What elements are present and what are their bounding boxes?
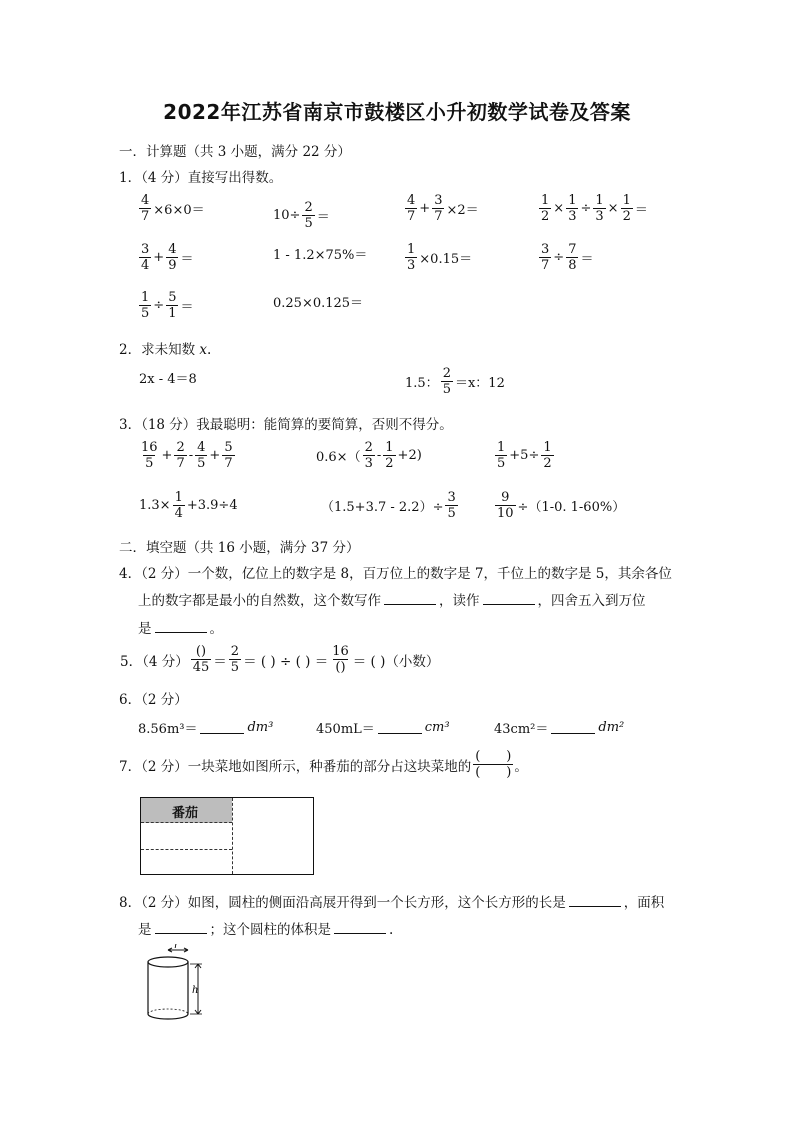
height-label: h — [192, 985, 199, 996]
fraction: $\frac{16}{()}$ — [332, 644, 349, 675]
page-title: 2022年江苏省南京市鼓楼区小升初数学试卷及答案 — [163, 100, 631, 124]
fraction: $\frac{4}{7}$ — [141, 193, 150, 224]
fraction: $\frac{5}{7}$ — [224, 440, 233, 471]
fraction: $\frac{5}{1}$ — [168, 290, 177, 321]
tomato-label: 番茄 — [172, 806, 199, 821]
q1-r1-d: $\frac{1}{2}$ × $\frac{1}{3}$ ÷ $\frac{1}{3}$ × $\frac{1}{2}$ ＝ — [541, 193, 648, 224]
fraction: $\frac{16}{5}$ — [141, 440, 158, 471]
fraction: $\frac{3}{7}$ — [541, 242, 550, 273]
fraction: $\frac{1}{3}$ — [595, 193, 604, 224]
fraction: $\frac{1}{3}$ — [568, 193, 577, 224]
fraction: $\frac{2}{7}$ — [176, 440, 185, 471]
fraction: $\frac{2}{5}$ — [230, 644, 240, 675]
q6-b: 450mL＝ cm³ — [316, 720, 450, 737]
fraction: $\frac{3}{4}$ — [141, 242, 150, 273]
q4-line2: 上的数字都是最小的自然数，这个数写作 ，读作 ，四舍五入到万位 — [138, 593, 646, 609]
fraction: $\frac{1}{5}$ — [141, 290, 150, 321]
fraction: $\frac{1}{2}$ — [385, 440, 394, 471]
q4-line1: 4．（2 分）一个数，亿位上的数字是 8，百万位上的数字是 7，千位上的数字是 5，其余各位 — [119, 566, 672, 582]
fraction: $\frac{4}{7}$ — [407, 193, 416, 224]
fraction: $\frac{1}{5}$ — [497, 440, 506, 471]
fraction: $\frac{7}{8}$ — [568, 242, 577, 273]
fraction: $\frac{2}{5}$ — [304, 200, 313, 231]
q1-r2-b: 1 - 1.2×75%＝ — [273, 248, 368, 263]
q6-stem: 6．（2 分） — [119, 692, 188, 708]
fraction: $\frac{()}{45}$ — [192, 644, 210, 675]
answer-blank[interactable] — [155, 620, 207, 633]
q1-r1-c: $\frac{4}{7}$ + $\frac{3}{7}$ ×2＝ — [407, 193, 479, 224]
q6-c: 43cm²＝ dm² — [494, 720, 625, 737]
q6-a: 8.56m³＝ dm³ — [138, 720, 274, 737]
radius-label: r — [174, 944, 179, 951]
fraction: $\frac{3}{7}$ — [434, 193, 443, 224]
fraction: $\frac{3}{5}$ — [447, 490, 456, 521]
q5: 5．（4 分） $\frac{()}{45}$ ＝ $\frac{2}{5}$ ＝ ( ) ÷ ( ) ＝ $\frac{16}{()}$ ＝ ( )（小数） — [120, 644, 440, 675]
fraction: $\frac{9}{10}$ — [497, 490, 514, 521]
fraction: $\frac{4}{9}$ — [168, 242, 177, 273]
q2-stem: 2．求未知数 x. — [119, 342, 212, 358]
fraction: $\frac{2}{5}$ — [442, 366, 451, 397]
q2-eq2: 1.5： $\frac{2}{5}$ ＝x：12 — [405, 366, 505, 397]
cylinder-diagram — [140, 944, 212, 1026]
answer-blank[interactable] — [334, 921, 386, 934]
q3-c: $\frac{1}{5}$ +5÷ $\frac{1}{2}$ — [497, 440, 552, 471]
fraction: $\frac{1}{2}$ — [541, 193, 550, 224]
q3-d: 1.3× $\frac{1}{4}$ +3.9÷4 — [139, 490, 238, 521]
q1-r1-b: 10÷ $\frac{2}{5}$ ＝ — [273, 200, 330, 231]
fraction-blank[interactable]: $\frac{( )}{( )}$ — [475, 749, 512, 780]
fraction: $\frac{4}{5}$ — [197, 440, 206, 471]
answer-blank[interactable] — [200, 721, 244, 734]
q1-r2-d: $\frac{3}{7}$ ÷ $\frac{7}{8}$ ＝ — [541, 242, 594, 273]
q4-line3: 是 。 — [138, 621, 223, 637]
q3-stem: 3．（18 分）我最聪明：能简算的要简算，否则不得分。 — [119, 417, 453, 433]
fraction: $\frac{2}{3}$ — [364, 440, 373, 471]
garden-diagram — [140, 797, 314, 875]
answer-blank[interactable] — [569, 894, 621, 907]
q3-a: $\frac{16}{5}$ + $\frac{2}{7}$ - $\frac{4}{5}$ + $\frac{5}{7}$ — [141, 440, 233, 471]
q8-line1: 8．（2 分）如图，圆柱的侧面沿高展开得到一个长方形，这个长方形的长是 ，面积 — [119, 895, 665, 911]
section-2-heading: 二．填空题（共 16 小题，满分 37 分） — [119, 540, 360, 556]
answer-blank[interactable] — [378, 721, 422, 734]
q1-r1-a: $\frac{4}{7}$ ×6×0＝ — [141, 193, 205, 224]
q1-r2-c: $\frac{1}{3}$ ×0.15＝ — [407, 242, 473, 273]
q3-f: $\frac{9}{10}$ ÷（1-0. 1-60%） — [497, 490, 626, 521]
q1-r3-a: $\frac{1}{5}$ ÷ $\frac{5}{1}$ ＝ — [141, 290, 194, 321]
section-1-heading: 一．计算题（共 3 小题，满分 22 分） — [119, 144, 351, 160]
fraction: $\frac{1}{3}$ — [407, 242, 416, 273]
q8-line2: 是 ；这个圆柱的体积是 . — [138, 922, 394, 938]
q2-eq1: 2x - 4＝8 — [139, 372, 197, 387]
q1-r2-a: $\frac{3}{4}$ + $\frac{4}{9}$ ＝ — [141, 242, 194, 273]
answer-blank[interactable] — [551, 721, 595, 734]
answer-blank[interactable] — [155, 921, 207, 934]
answer-blank[interactable] — [483, 592, 535, 605]
fraction: $\frac{1}{2}$ — [543, 440, 552, 471]
fraction: $\frac{1}{2}$ — [622, 193, 631, 224]
q7-stem: 7．（2 分）一块菜地如图所示，种番茄的部分占这块菜地的 $\frac{( )}{( )}$ 。 — [119, 749, 528, 780]
q3-b: 0.6×（ $\frac{2}{3}$ - $\frac{1}{2}$ +2) — [316, 440, 422, 471]
q1-stem: 1．（4 分）直接写出得数。 — [119, 170, 283, 186]
answer-blank[interactable] — [384, 592, 436, 605]
q3-e: （1.5+3.7 - 2.2）÷ $\frac{3}{5}$ — [321, 490, 456, 521]
fraction: $\frac{1}{4}$ — [174, 490, 183, 521]
q1-r3-b: 0.25×0.125＝ — [273, 296, 364, 311]
